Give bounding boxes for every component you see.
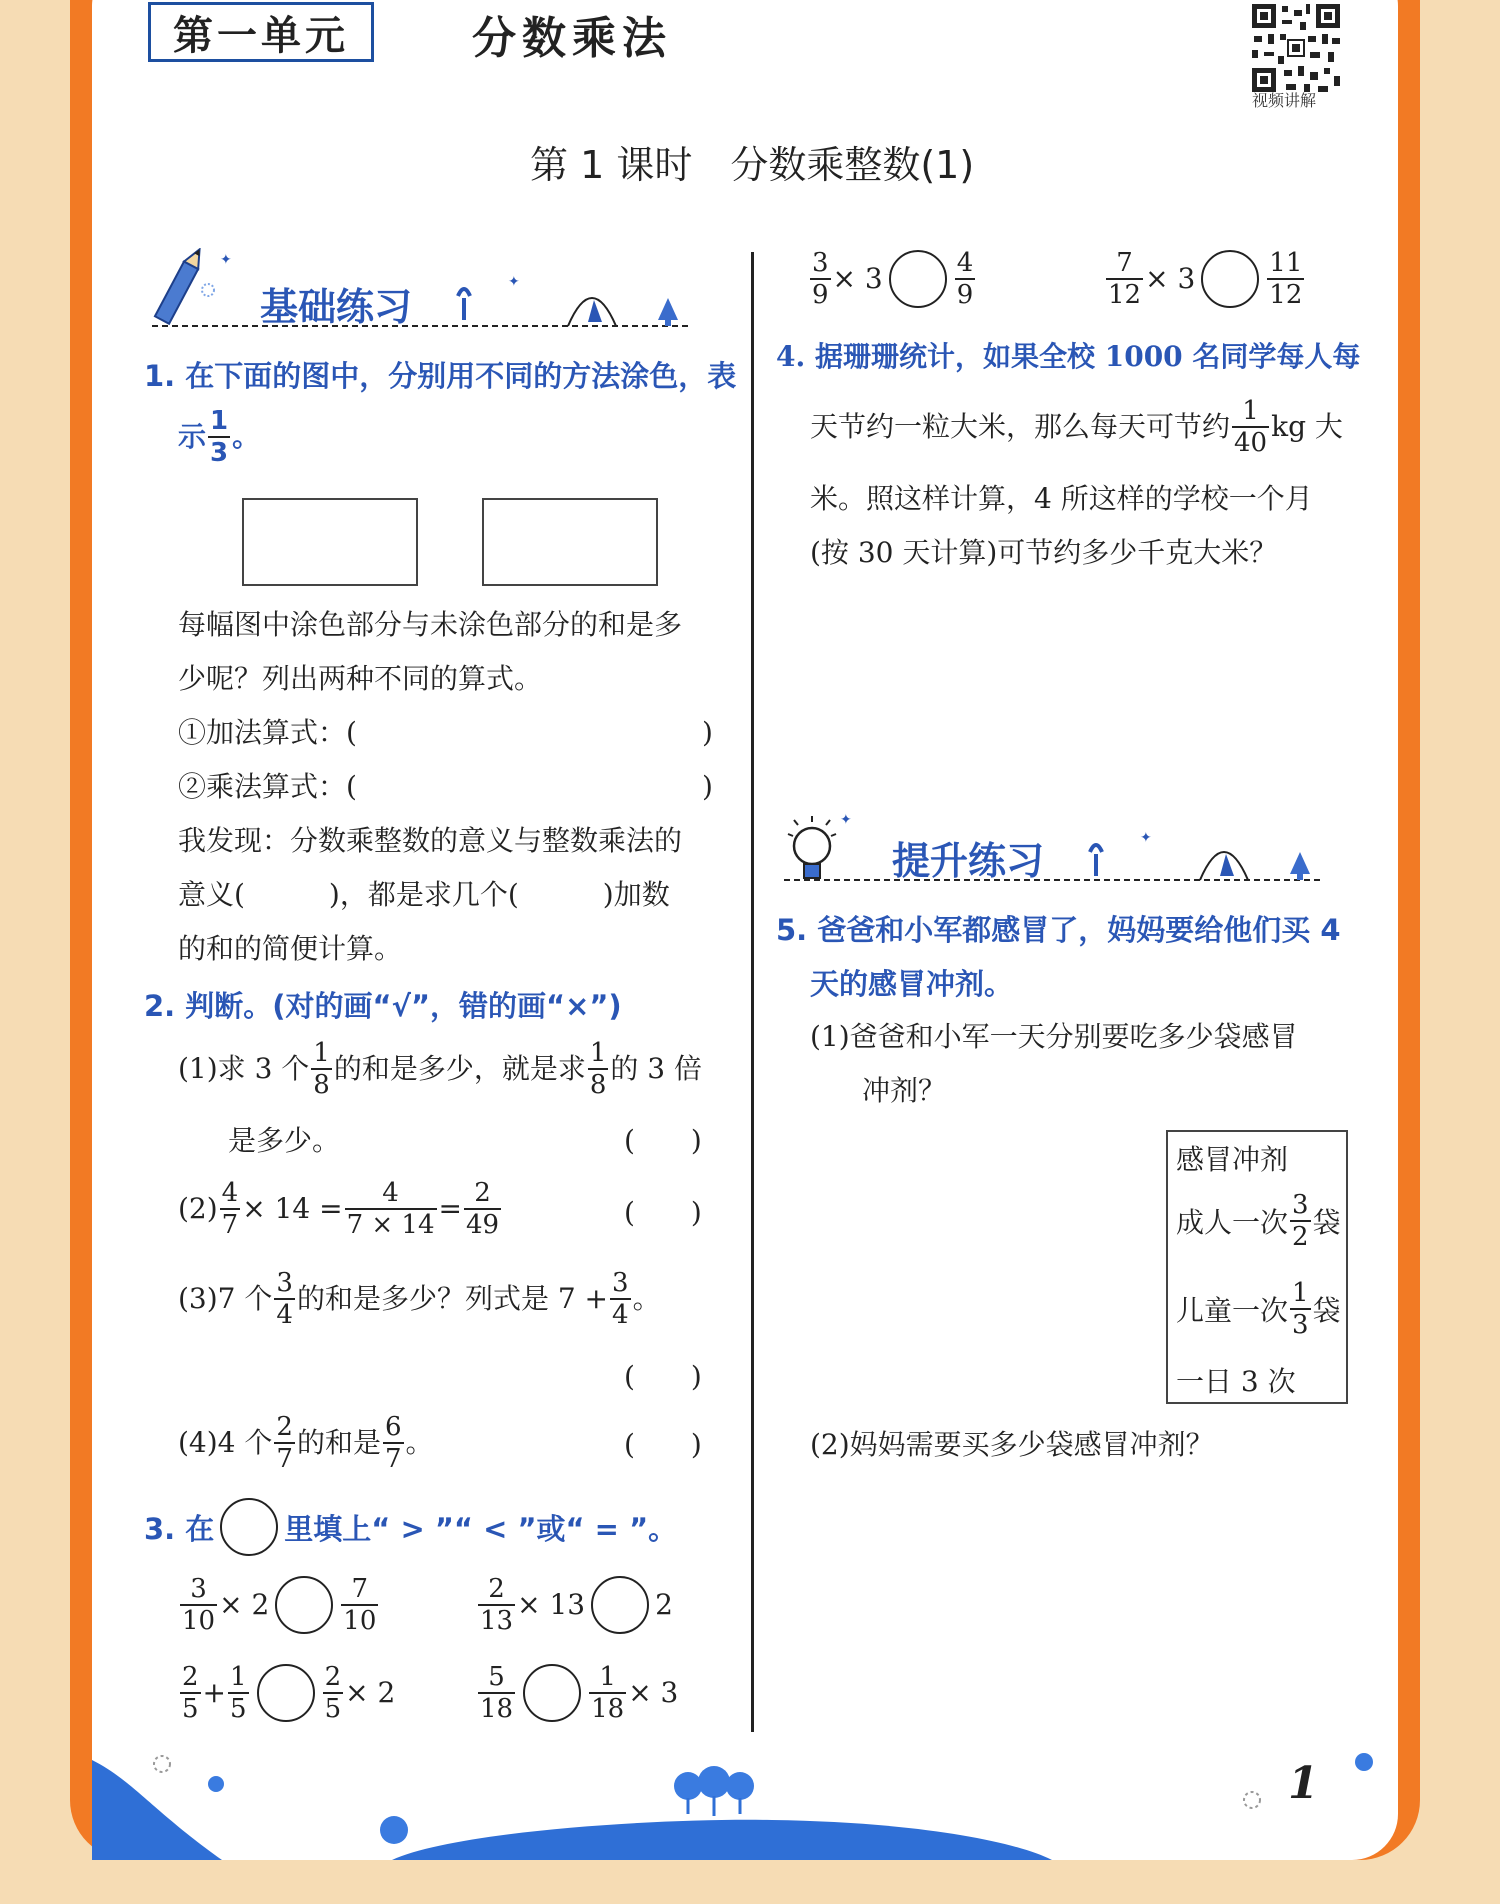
compare-circle-4[interactable]	[523, 1664, 581, 1722]
q2-item2	[178, 1180, 503, 1238]
text: 成人一次	[1176, 1206, 1289, 1239]
numerator: 7	[341, 1576, 378, 1606]
denominator: 10	[182, 1606, 216, 1636]
text: 的和是	[296, 1426, 381, 1460]
q1-finding-line2: 意义( )，都是求几个( )加数	[178, 878, 670, 911]
circle-blank-icon	[220, 1498, 278, 1556]
fraction	[311, 1040, 332, 1098]
section-advanced-title: 提升练习	[892, 839, 1045, 883]
numerator: 2	[464, 1180, 501, 1210]
numerator: 3	[180, 1576, 217, 1606]
lightbulb-icon	[780, 808, 1320, 898]
denominator: 18	[480, 1694, 514, 1724]
q1-addition-label: ①加法算式：(	[178, 716, 357, 749]
q5-title-line1: 5. 爸爸和小军都感冒了，妈妈要给他们买 4	[776, 913, 1341, 947]
fraction	[345, 1180, 437, 1238]
page-number: 1	[1288, 1758, 1319, 1809]
denominator: 7 × 14	[346, 1210, 435, 1240]
q1-finding-line3: 的和的简便计算。	[178, 932, 403, 965]
shading-rect-1[interactable]	[242, 498, 418, 586]
denominator: 8	[313, 1070, 330, 1100]
fraction	[1106, 250, 1143, 308]
numerator: 2	[182, 1662, 199, 1692]
q3-title	[144, 1498, 677, 1556]
numerator: 7	[1106, 250, 1143, 280]
denominator: 49	[466, 1210, 500, 1240]
fraction	[274, 1414, 295, 1472]
text: 。	[632, 1282, 661, 1316]
q3-expr-4	[476, 1664, 678, 1722]
svg-text:✦: ✦	[220, 252, 232, 268]
text: (1)求 3 个	[178, 1052, 310, 1086]
text: 袋	[1312, 1206, 1341, 1239]
text: 天节约一粒大米，那么每天可节约	[810, 410, 1231, 444]
denominator: 12	[1269, 280, 1303, 310]
numerator: 1	[1232, 398, 1269, 428]
medicine-box-title: 感冒冲剂	[1176, 1143, 1289, 1176]
q1-multiplication-label: ②乘法算式：(	[178, 770, 357, 803]
text: 里填上“ > ”“ < ”或“ = ”。	[284, 1511, 678, 1546]
q3-expr-1	[178, 1576, 380, 1634]
q2-item1-line2: 是多少。	[228, 1124, 341, 1157]
fraction	[1232, 398, 1269, 456]
numerator: 1	[589, 1038, 607, 1068]
compare-circle-1[interactable]	[275, 1576, 333, 1634]
numerator: 1	[210, 406, 229, 436]
text: × 14 =	[242, 1192, 343, 1226]
denominator: 18	[591, 1694, 625, 1724]
q1-multiplication-close: )	[702, 770, 713, 803]
denominator: 5	[230, 1694, 247, 1724]
medicine-frequency: 一日 3 次	[1176, 1365, 1296, 1398]
operator: × 3	[628, 1676, 679, 1710]
denominator: 4	[276, 1300, 293, 1330]
denominator: 3	[1292, 1310, 1309, 1340]
fraction	[1267, 250, 1304, 308]
numerator: 2	[478, 1576, 515, 1606]
denominator: 40	[1234, 428, 1268, 458]
footer-decoration	[92, 1740, 1398, 1860]
pencil-icon	[148, 248, 688, 338]
text: 4. 据珊珊统计，如果全校 1000 名同学每人每	[776, 340, 1361, 373]
unit-label: 第一单元	[148, 2, 374, 62]
medicine-info-box	[1166, 1130, 1348, 1404]
denominator: 5	[324, 1694, 342, 1724]
text: 儿童一次	[1176, 1294, 1289, 1327]
text: 的和是多少？列式是 7 +	[296, 1282, 609, 1316]
denominator: 2	[1292, 1222, 1309, 1252]
shading-rect-2[interactable]	[482, 498, 658, 586]
operator: +	[202, 1676, 227, 1710]
denominator: 4	[612, 1300, 629, 1330]
numerator: 1	[1292, 1278, 1309, 1308]
qr-code-icon[interactable]	[1248, 0, 1344, 96]
compare-circle-2[interactable]	[591, 1576, 649, 1634]
operator: × 13	[517, 1588, 586, 1622]
fraction	[220, 1180, 241, 1238]
operator: × 3	[832, 262, 883, 296]
q1-title2-prefix: 示	[178, 420, 207, 454]
numerator: 2	[324, 1662, 342, 1692]
fraction	[180, 1664, 201, 1722]
q1-paragraph-line1: 每幅图中涂色部分与未涂色部分的和是多	[178, 608, 683, 641]
q2-answer-paren-4[interactable]: ( )	[624, 1428, 702, 1461]
q1-title-line2	[178, 408, 260, 466]
q2-title: 2. 判断。(对的画“√”，错的画“×”)	[144, 989, 622, 1023]
denominator: 5	[182, 1694, 199, 1724]
fraction	[955, 250, 976, 308]
operator: × 3	[1145, 262, 1196, 296]
q1-title2-suffix: 。	[232, 420, 261, 454]
text: =	[438, 1192, 462, 1226]
q5-sub1-line1: (1)爸爸和小军一天分别要吃多少袋感冒	[810, 1020, 1298, 1053]
denominator: 3	[210, 438, 229, 468]
q3-expr-5	[808, 250, 977, 308]
text: 。	[405, 1426, 434, 1460]
numerator: 3	[612, 1268, 629, 1298]
denominator: 7	[384, 1444, 402, 1474]
q4-line2	[810, 398, 1343, 456]
svg-text:✦: ✦	[508, 274, 520, 290]
numerator: 4	[345, 1180, 437, 1210]
q1-addition-close: )	[702, 716, 713, 749]
fraction	[180, 1576, 217, 1634]
q5-title-line2: 天的感冒冲剂。	[810, 967, 1014, 1001]
q2-answer-paren-2[interactable]: ( )	[624, 1196, 702, 1229]
text: (2)	[178, 1192, 218, 1226]
denominator: 12	[1108, 280, 1142, 310]
text: 的和是多少，就是求	[333, 1052, 586, 1086]
numerator: 11	[1269, 248, 1303, 278]
q4-line3: 米。照这样计算，4 所这样的学校一个月	[810, 482, 1313, 515]
fraction	[228, 1664, 249, 1722]
text: 3. 在	[144, 1511, 215, 1546]
numerator: 5	[478, 1664, 515, 1694]
fraction	[341, 1576, 378, 1634]
text: 的 3 倍	[610, 1052, 703, 1086]
q1-paragraph-line2: 少呢？列出两种不同的算式。	[178, 662, 543, 695]
fraction	[610, 1270, 631, 1328]
section-basic-header	[148, 248, 688, 338]
q5-sub2: (2)妈妈需要买多少袋感冒冲剂？	[810, 1428, 1214, 1461]
fraction	[810, 250, 831, 308]
fraction	[1290, 1192, 1311, 1250]
fraction	[464, 1180, 501, 1238]
numerator: 4	[956, 248, 974, 278]
operator: × 2	[345, 1676, 396, 1710]
q1-finding-line1: 我发现：分数乘整数的意义与整数乘法的	[178, 824, 683, 857]
q1-title: 1. 在下面的图中，分别用不同的方法涂色，表	[144, 359, 737, 393]
compare-circle-5[interactable]	[889, 250, 947, 308]
q2-answer-paren-1[interactable]: ( )	[624, 1124, 702, 1157]
numerator: 6	[384, 1412, 402, 1442]
svg-text:✦: ✦	[840, 812, 852, 828]
unit-title: 分数乘法	[472, 13, 672, 64]
q3-expr-3	[178, 1664, 395, 1722]
section-advanced-header	[780, 808, 1320, 898]
denominator: 7	[276, 1444, 293, 1474]
fraction	[478, 1576, 515, 1634]
text: kg 大	[1271, 410, 1343, 444]
medicine-adult-dose	[1176, 1192, 1341, 1250]
denominator: 7	[221, 1210, 239, 1240]
numerator: 1	[230, 1662, 247, 1692]
column-divider	[751, 252, 754, 1732]
qr-caption: 视频讲解	[1252, 91, 1317, 110]
fraction	[323, 1664, 344, 1722]
fraction	[589, 1664, 626, 1722]
text: (4)4 个	[178, 1426, 273, 1460]
fraction	[208, 408, 230, 466]
q2-item4	[178, 1414, 434, 1472]
fraction	[1290, 1280, 1311, 1338]
q4-line4: (按 30 天计算)可节约多少千克大米？	[810, 536, 1278, 569]
compare-circle-6[interactable]	[1201, 250, 1259, 308]
numerator: 1	[313, 1038, 330, 1068]
medicine-child-dose	[1176, 1280, 1341, 1338]
denominator: 8	[589, 1070, 607, 1100]
fraction	[274, 1270, 295, 1328]
fraction	[588, 1040, 609, 1098]
lesson-title: 第 1 课时 分数乘整数(1)	[530, 143, 975, 187]
denominator: 9	[812, 280, 829, 310]
q2-item3	[178, 1270, 661, 1328]
svg-text:✦: ✦	[1140, 830, 1152, 846]
q3-expr-6	[1104, 250, 1306, 308]
numerator: 2	[276, 1412, 293, 1442]
numerator: 3	[276, 1268, 293, 1298]
numerator: 3	[1292, 1190, 1309, 1220]
numerator: 3	[812, 248, 829, 278]
operator: × 2	[219, 1588, 270, 1622]
q3-expr-2	[476, 1576, 673, 1634]
section-basic-title: 基础练习	[260, 285, 413, 329]
q2-item1-line1	[178, 1040, 702, 1098]
text: (3)7 个	[178, 1282, 273, 1316]
q4-line1	[776, 340, 1360, 374]
q5-sub1-line2: 冲剂？	[862, 1074, 947, 1107]
denominator: 13	[480, 1606, 514, 1636]
denominator: 9	[956, 280, 974, 310]
numerator: 1	[589, 1664, 626, 1694]
fraction	[478, 1664, 515, 1722]
numerator: 4	[221, 1178, 239, 1208]
q2-answer-paren-3[interactable]: ( )	[624, 1360, 702, 1393]
text: 袋	[1312, 1294, 1341, 1327]
operand: 2	[655, 1588, 673, 1622]
compare-circle-3[interactable]	[257, 1664, 315, 1722]
denominator: 10	[343, 1606, 377, 1636]
fraction	[383, 1414, 404, 1472]
